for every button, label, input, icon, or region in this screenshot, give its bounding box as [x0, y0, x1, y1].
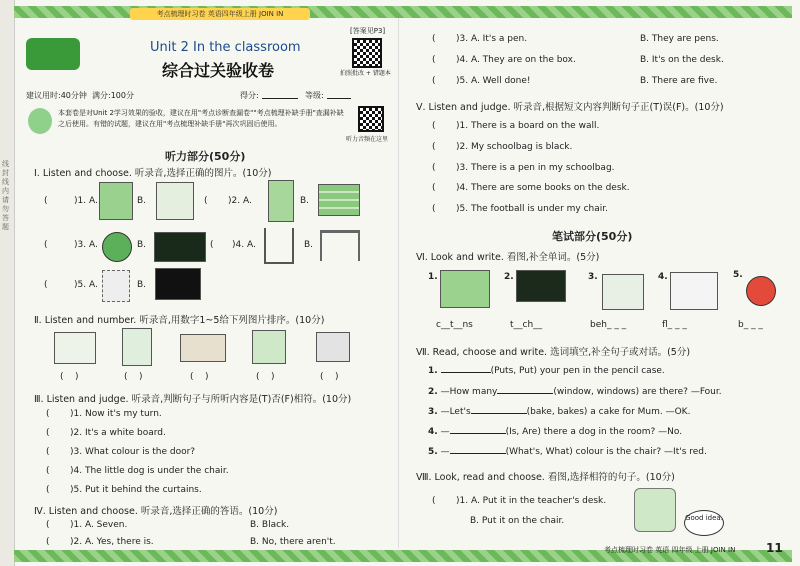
- answer-paren[interactable]: (: [46, 428, 50, 438]
- unit-title: Unit 2 In the classroom: [150, 40, 301, 55]
- answer-paren[interactable]: (: [44, 280, 48, 290]
- page-divider: [398, 18, 399, 548]
- s6-num: 2.: [504, 272, 514, 282]
- s7-item-1: [428, 366, 665, 376]
- section-4-title: Ⅳ. Listen and choose. 听录音,选择正确的答语。(10分): [34, 506, 278, 517]
- teacher-blackboard-picture[interactable]: [516, 270, 566, 302]
- section-6-title: Ⅵ. Look and write. 看图,补全单词。(5分): [416, 252, 600, 263]
- tv-picture[interactable]: [155, 268, 201, 300]
- s6-word[interactable]: fl_ _ _: [662, 320, 687, 330]
- q3-label: )3. A.: [74, 240, 98, 250]
- s7-pre: —: [440, 447, 450, 457]
- s7-blank[interactable]: [441, 372, 491, 373]
- cat-behind-box-picture[interactable]: [602, 274, 644, 310]
- s7-text: (window, windows) are there? —Four.: [553, 387, 722, 397]
- teacher-avatar: [28, 108, 52, 134]
- wall-picture[interactable]: [318, 184, 360, 216]
- intro-text: 本套卷是对Unit 2学习效果的验收，建议在用"考点诊断查漏卷""考点梳理补缺手册"查漏补缺之后使用。有错的试题，建议在用"考点梳理补缺手册"再次巩固后使用。: [58, 109, 344, 128]
- s7-num: 5.: [428, 447, 438, 457]
- section-1-title: Ⅰ. Listen and choose. 听录音,选择正确的图片。(10分): [34, 168, 272, 179]
- s7-item-2: [428, 387, 722, 397]
- s4-option-a: )4. A. They are on the box.: [456, 55, 576, 65]
- s5-item: )5. The football is under my chair.: [456, 204, 608, 214]
- s7-num: 4.: [428, 427, 438, 437]
- s4-option-a: )2. A. Yes, there is.: [70, 537, 154, 547]
- audio-qr-caption: 听力音频在这里: [346, 136, 389, 143]
- s7-pre: —: [440, 427, 450, 437]
- s7-num: 1.: [428, 366, 438, 376]
- answer-paren[interactable]: (: [432, 121, 436, 131]
- s7-pre: —How many: [440, 387, 498, 397]
- section-2-title: Ⅱ. Listen and number. 听录音,用数字1~5给下列图片排序。(10分): [34, 315, 325, 326]
- answer-paren[interactable]: (: [432, 34, 436, 44]
- answer-paren[interactable]: (: [432, 76, 436, 86]
- s6-word[interactable]: b_ _ _: [738, 320, 763, 330]
- q4-b-label: B.: [304, 240, 314, 250]
- s7-blank[interactable]: [450, 433, 506, 434]
- order-paren[interactable]: ( ): [320, 372, 339, 382]
- listening-title: 听力部分(50分): [165, 150, 246, 163]
- answer-paren[interactable]: (: [44, 240, 48, 250]
- answer-paren[interactable]: (: [432, 55, 436, 65]
- s7-text: (What's, What) colour is the chair? —It's red.: [505, 447, 707, 457]
- answer-paren[interactable]: (: [432, 163, 436, 173]
- top-strip: 考点梳理时习卷 英语四年级上册 JOIN IN: [130, 8, 310, 20]
- answer-paren[interactable]: (: [46, 466, 50, 476]
- section-7-title: Ⅶ. Read, choose and write. 选词填空,补全句子或对话。(5分): [416, 347, 691, 358]
- answer-paren[interactable]: (: [204, 196, 208, 206]
- s7-pre: —Let's: [440, 407, 471, 417]
- q5-label: )5. A.: [74, 280, 98, 290]
- s7-blank[interactable]: [471, 413, 527, 414]
- s6-num: 5.: [733, 270, 743, 280]
- s4-option-b: B. No, there aren't.: [250, 537, 336, 547]
- q2-b-label: B.: [300, 196, 310, 206]
- s3-item: )2. It's a white board.: [70, 428, 166, 438]
- answer-paren[interactable]: (: [46, 447, 50, 457]
- s7-blank[interactable]: [497, 393, 553, 394]
- q2-label: )2. A.: [228, 196, 252, 206]
- score-label: 得分:: [240, 91, 259, 100]
- s4-option-a: )1. A. Seven.: [70, 520, 128, 530]
- s5-item: )4. There are some books on the desk.: [456, 183, 630, 193]
- answer-paren[interactable]: (: [46, 520, 50, 530]
- s7-item-3: [428, 407, 690, 417]
- page-number: 11: [766, 541, 783, 555]
- answer-paren[interactable]: (: [46, 537, 50, 547]
- s2-picture-5[interactable]: [316, 332, 350, 362]
- s7-text: (Is, Are) there a dog in the room? —No.: [505, 427, 683, 437]
- s4-option-b: B. Black.: [250, 520, 290, 530]
- answer-paren[interactable]: (: [432, 183, 436, 193]
- answer-paren[interactable]: (: [432, 142, 436, 152]
- answer-paren[interactable]: (: [210, 240, 214, 250]
- s2-picture-3[interactable]: [180, 334, 226, 362]
- s5-item: )3. There is a pen in my schoolbag.: [456, 163, 615, 173]
- s2-picture-1[interactable]: [54, 332, 96, 364]
- s6-num: 3.: [588, 272, 598, 282]
- s3-item: )1. Now it's my turn.: [70, 409, 162, 419]
- desk-picture[interactable]: [320, 230, 360, 261]
- q1-label: )1. A.: [74, 196, 98, 206]
- section-8-title: Ⅷ. Look, read and choose. 看图,选择相符的句子。(10分): [416, 472, 675, 483]
- window-picture[interactable]: [156, 182, 194, 220]
- page-title: 综合过关验收卷: [162, 61, 275, 80]
- qr-caption: 拍照批改 + 错题本: [340, 70, 391, 77]
- qr-code[interactable]: [352, 38, 382, 68]
- suggested-time: 建议用时:40分钟: [26, 91, 87, 100]
- level-label: 等级:: [305, 91, 324, 100]
- s3-item: )3. What colour is the door?: [70, 447, 196, 457]
- q1-b-label: B.: [137, 196, 147, 206]
- s5-item: )1. There is a board on the wall.: [456, 121, 600, 131]
- s7-blank[interactable]: [450, 453, 506, 454]
- s2-picture-4[interactable]: [252, 330, 286, 364]
- s6-word[interactable]: t__ch__: [510, 320, 543, 330]
- s4-option-b: B. They are pens.: [640, 34, 719, 44]
- s7-num: 2.: [428, 387, 438, 397]
- s7-num: 3.: [428, 407, 438, 417]
- s7-item-5: [428, 447, 707, 457]
- order-paren[interactable]: ( ): [256, 372, 275, 382]
- speech-bubble: Good idea.: [684, 510, 724, 536]
- s2-picture-2[interactable]: [122, 328, 152, 366]
- writing-title: 笔试部分(50分): [552, 230, 633, 243]
- s7-item-4: [428, 427, 682, 437]
- s4-option-b: B. It's on the desk.: [640, 55, 724, 65]
- s6-word[interactable]: beh_ _ _: [590, 320, 627, 330]
- order-paren[interactable]: ( ): [60, 372, 79, 382]
- score-blank[interactable]: [262, 98, 298, 99]
- s6-num: 4.: [658, 272, 668, 282]
- s5-item: )2. My schoolbag is black.: [456, 142, 573, 152]
- answer-paren[interactable]: (: [432, 496, 436, 506]
- chair-picture[interactable]: [264, 228, 294, 264]
- section-5-title: Ⅴ. Listen and judge. 听录音,根据短文内容判断句子正(T)误(F)。(10分): [416, 102, 724, 113]
- s8-option-b: B. Put it on the chair.: [470, 516, 565, 526]
- q5-b-label: B.: [137, 280, 147, 290]
- s3-item: )4. The little dog is under the chair.: [70, 466, 229, 476]
- s4-option-a: )5. A. Well done!: [456, 76, 531, 86]
- brand-logo: [26, 38, 80, 70]
- s8-picture[interactable]: [634, 488, 676, 532]
- level-blank[interactable]: [327, 98, 351, 99]
- binding-spine: [0, 0, 15, 566]
- order-paren[interactable]: ( ): [124, 372, 143, 382]
- spine-text: 线封线内请勿答题: [2, 160, 9, 231]
- answer-ref: [答案见P3]: [350, 27, 386, 35]
- audio-qr-code[interactable]: [358, 106, 384, 132]
- answer-paren[interactable]: (: [46, 485, 50, 495]
- answer-paren[interactable]: (: [44, 196, 48, 206]
- door-picture[interactable]: [268, 180, 294, 222]
- s8-option-a: )1. A. Put it in the teacher's desk.: [456, 496, 607, 506]
- q3-b-label: B.: [137, 240, 147, 250]
- q4-label: )4. A.: [232, 240, 256, 250]
- s7-text: (Puts, Put) your pen in the pencil case.: [490, 366, 665, 376]
- curtains-picture[interactable]: [440, 270, 490, 308]
- curtains-picture[interactable]: [99, 182, 133, 220]
- footer-text: 考点梳理时习卷 英语 四年级 上册 JOIN IN: [604, 546, 736, 554]
- floor-picture[interactable]: [670, 272, 718, 310]
- s4-option-b: B. There are five.: [640, 76, 718, 86]
- s6-word[interactable]: c__t__ns: [436, 320, 473, 330]
- ball-picture[interactable]: [102, 232, 132, 262]
- answer-paren[interactable]: (: [46, 409, 50, 419]
- ball-picture[interactable]: [746, 276, 776, 306]
- blackboard-picture[interactable]: [154, 232, 206, 262]
- section-3-title: Ⅲ. Listen and judge. 听录音,判断句子与所听内容是(T)否(F)相符。(10分): [34, 394, 352, 405]
- robot-picture[interactable]: [102, 270, 130, 302]
- s6-num: 1.: [428, 272, 438, 282]
- s7-text: (bake, bakes) a cake for Mum. —OK.: [526, 407, 691, 417]
- answer-paren[interactable]: (: [432, 204, 436, 214]
- s3-item: )5. Put it behind the curtains.: [70, 485, 202, 495]
- full-score: 满分:100分: [92, 91, 134, 100]
- s4-option-a: )3. A. It's a pen.: [456, 34, 528, 44]
- order-paren[interactable]: ( ): [190, 372, 209, 382]
